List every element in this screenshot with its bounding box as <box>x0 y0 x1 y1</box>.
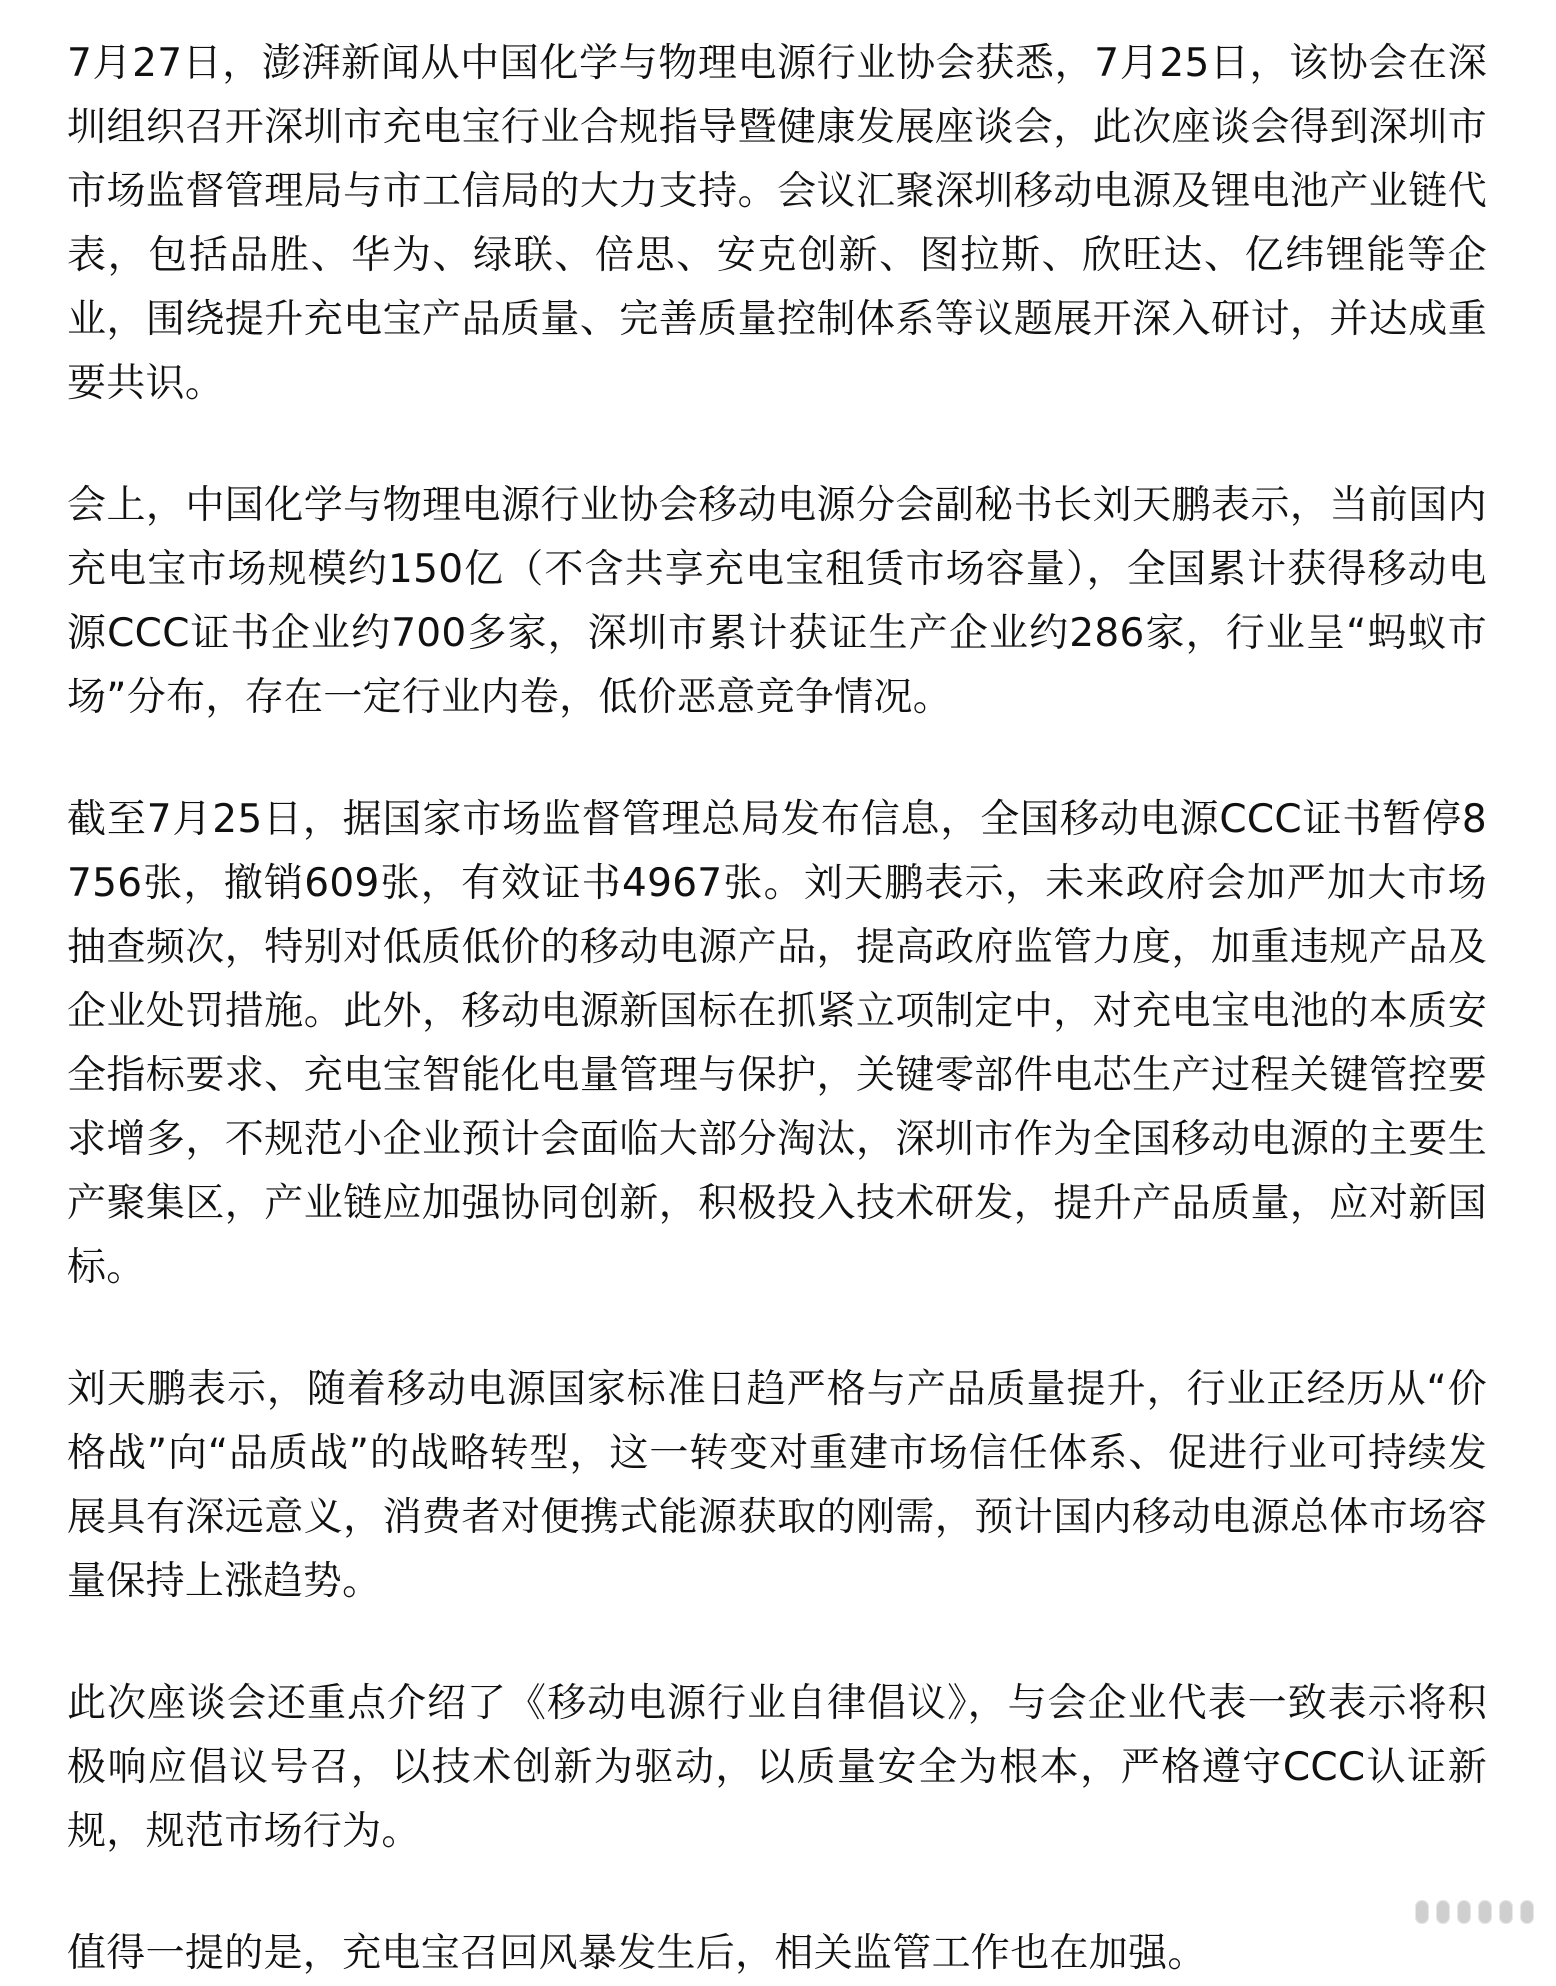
article-paragraph-1: 7月27日，澎湃新闻从中国化学与物理电源行业协会获悉，7月25日，该协会在深圳组织召开深圳市充电宝行业合规指导暨健康发展座谈会，此次座谈会得到深圳市市场监督管理局与市工信局的大力支持。会议汇聚深圳移动电源及锂电池产业链代表，包括品胜、华为、绿联、倍思、安克创新、图拉斯、欣旺达、亿纬锂能等企业，围绕提升充电宝产品质量、完善质量控制体系等议题展开深入研讨，并达成重要共识。 <box>67 41 1487 406</box>
watermark-bar-4 <box>1478 1900 1492 1924</box>
watermark-bar-2 <box>1436 1900 1450 1924</box>
watermark-bar-3 <box>1457 1900 1471 1924</box>
watermark-bar-5 <box>1499 1900 1513 1924</box>
article-paragraph-5: 此次座谈会还重点介绍了《移动电源行业自律倡议》，与会企业代表一致表示将积极响应倡议号召，以技术创新为驱动，以质量安全为根本，严格遵守CCC认证新规，规范市场行为。 <box>67 1681 1487 1854</box>
article-paragraph-3: 截至7月25日，据国家市场监督管理总局发布信息，全国移动电源CCC证书暂停8756张，撤销609张，有效证书4967张。刘天鹏表示，未来政府会加严加大市场抽查频次，特别对低质低价的移动电源产品，提高政府监管力度，加重违规产品及企业处罚措施。此外，移动电源新国标在抓紧立项制定中，对充电宝电池的本质安全指标要求、充电宝智能化电量管理与保护，关键零部件电芯生产过程关键管控要求增多，不规范小企业预计会面临大部分淘汰，深圳市作为全国移动电源的主要生产聚集区，产业链应加强协同创新，积极投入技术研发，提升产品质量，应对新国标。 <box>67 797 1487 1290</box>
watermark-bar-6 <box>1520 1900 1534 1924</box>
article-paragraph-2: 会上，中国化学与物理电源行业协会移动电源分会副秘书长刘天鹏表示，当前国内充电宝市场规模约150亿（不含共享充电宝租赁市场容量），全国累计获得移动电源CCC证书企业约700多家，深圳市累计获证生产企业约286家，行业呈“蚂蚁市场”分布，存在一定行业内卷，低价恶意竞争情况。 <box>67 483 1487 720</box>
weibo-pill-watermark-icon <box>1415 1900 1534 1924</box>
article-paragraph-4: 刘天鹏表示，随着移动电源国家标准日趋严格与产品质量提升，行业正经历从“价格战”向“品质战”的战略转型，这一转变对重建市场信任体系、促进行业可持续发展具有深远意义，消费者对便携式能源获取的刚需，预计国内移动电源总体市场容量保持上涨趋势。 <box>67 1367 1487 1604</box>
watermark-bar-1 <box>1415 1900 1429 1924</box>
article-body <box>67 32 1487 1986</box>
article-paragraph-6: 值得一提的是，充电宝召回风暴发生后，相关监管工作也在加强。 <box>67 1931 1207 1976</box>
